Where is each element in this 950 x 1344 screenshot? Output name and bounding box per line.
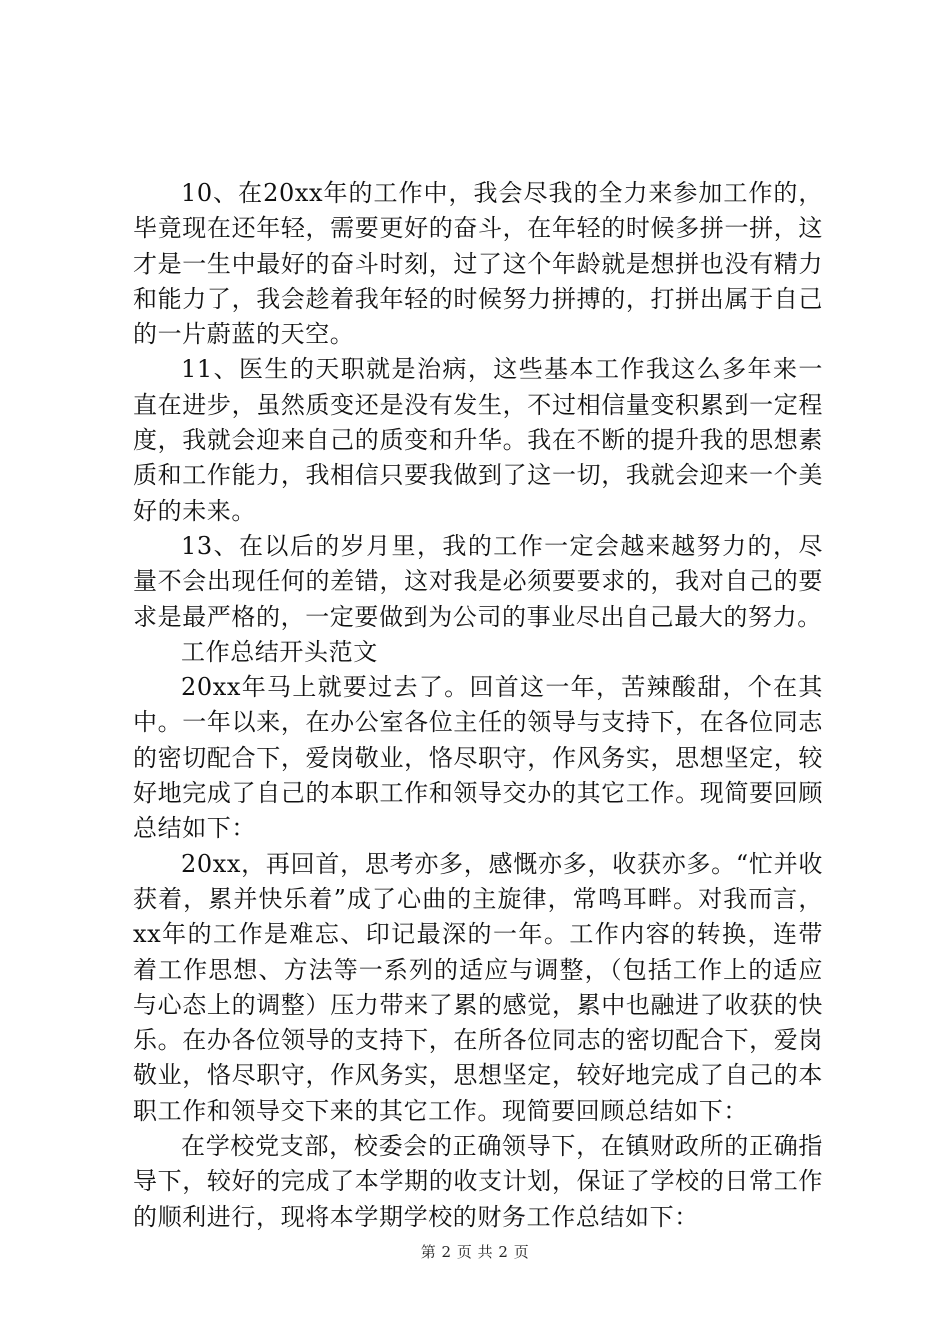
paragraph-item-13: 13、在以后的岁月里，我的工作一定会越来越努力的，尽量不会出现任何的差错，这对我是必须要要求的，我对自己的要求是最严格的，一定要做到为公司的事业尽出自己最大的努力。: [133, 531, 823, 631]
paragraph-finance: 在学校党支部，校委会的正确领导下，在镇财政所的正确指导下，较好的完成了本学期的收支计划，保证了学校的日常工作的顺利进行，现将本学期学校的财务工作总结如下：: [133, 1132, 823, 1231]
section-heading: 工作总结开头范文: [181, 637, 378, 666]
paragraph-item-10: 10、在20xx年的工作中，我会尽我的全力来参加工作的，毕竟现在还年轻，需要更好的奋斗，在年轻的时候多拼一拼，这才是一生中最好的奋斗时刻，过了这个年龄就是想拼也没有精力和能力了，我会趁着我年轻的时候努力拼搏的，打拼出属于自己的一片蔚蓝的天空。: [133, 179, 823, 349]
document-body: [133, 176, 823, 1235]
paragraph-item-11: 11、医生的天职就是治病，这些基本工作我这么多年来一直在进步，虽然质变还是没有发生，不过相信量变积累到一定程度，我就会迎来自己的质变和升华。我在不断的提升我的思想素质和工作能力，我相信只要我做到了这一切，我就会迎来一个美好的未来。: [133, 355, 823, 525]
paragraph-review: 20xx，再回首，思考亦多，感慨亦多，收获亦多。“忙并收获着，累并快乐着”成了心曲的主旋律，常鸣耳畔。对我而言，xx年的工作是难忘、印记最深的一年。工作内容的转换，连带着工作思想、方法等一系列的适应与调整，（包括工作上的适应与心态上的调整）压力带来了累的感觉，累中也融进了收获的快乐。在办各位领导的支持下，在所各位同志的密切配合下，爱岗敬业，恪尽职守，作风务实，思想坚定，较好地完成了自己的本职工作和领导交下来的其它工作。现简要回顾总结如下：: [133, 849, 823, 1125]
page-number-footer: 第 2 页 共 2 页: [420, 1243, 530, 1261]
paragraph-opening: 20xx年马上就要过去了。回首这一年，苦辣酸甜，个在其中。一年以来，在办公室各位主任的领导与支持下，在各位同志的密切配合下，爱岗敬业，恪尽职守，作风务实，思想坚定，较好地完成了自己的本职工作和领导交办的其它工作。现简要回顾总结如下：: [133, 673, 823, 843]
